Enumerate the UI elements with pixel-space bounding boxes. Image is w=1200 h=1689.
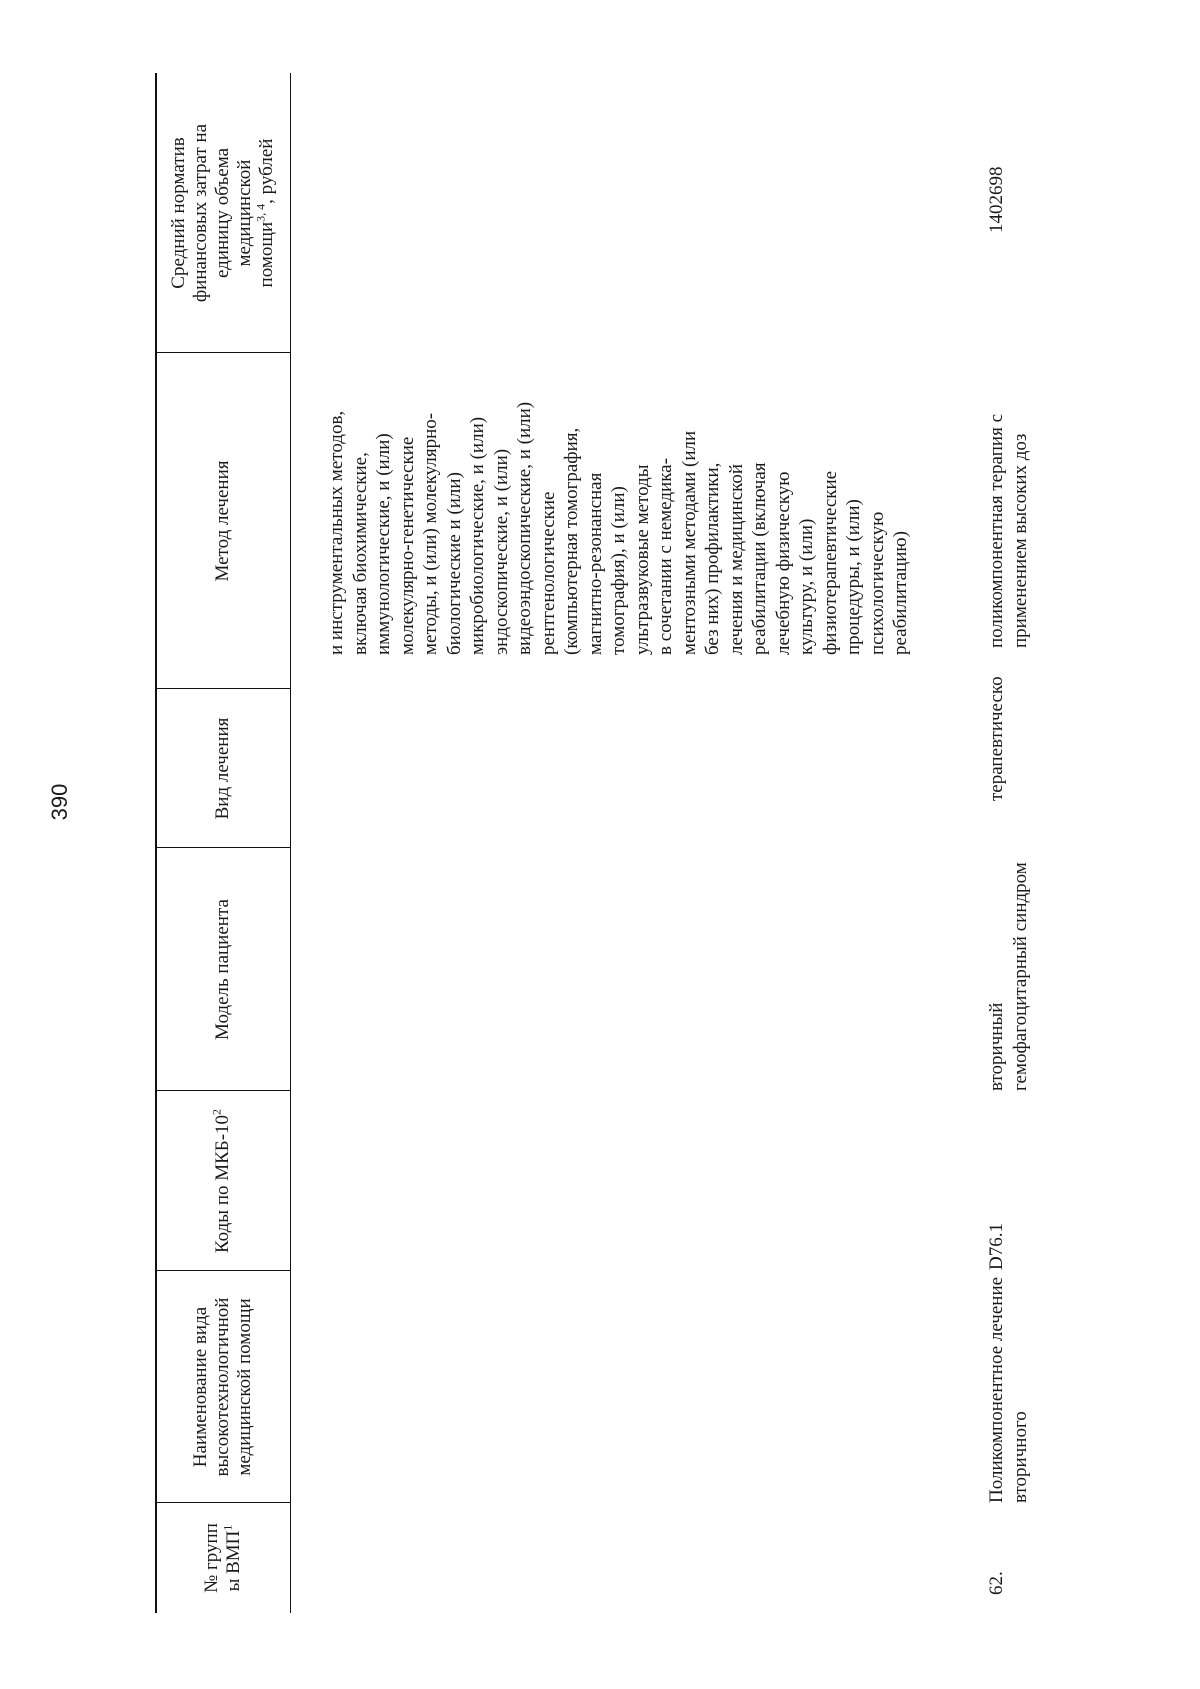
row-number: 62. <box>986 1571 1007 1595</box>
row-treatment-type: терапевтическо <box>986 676 1007 801</box>
header-vmp-name: Наименование вида высокотехнологичной медицинской помощи <box>189 1297 255 1477</box>
row-icd-code: D76.1 <box>986 1223 1007 1270</box>
row-cost: 1402698 <box>986 166 1007 233</box>
rotated-table-sheet <box>155 73 1155 1613</box>
header-group-number: № групп ы ВМП$^1$ <box>200 1523 244 1593</box>
row-vmp-name: Поликомпонентное лечение вторичного <box>986 1276 1031 1503</box>
page-number: 390 <box>47 783 72 821</box>
header-treatment-type: Вид лечения <box>211 717 233 820</box>
header-cost-norm: Средний норматив финансовых затрат на единицу объема медицинской помощи$^{3, 4}$, рублей <box>167 123 277 303</box>
row-patient-model: вторичный гемофагоцитарный синдром <box>986 862 1031 1091</box>
header-patient-model: Модель пациента <box>211 899 233 1040</box>
header-icd-codes: Коды по МКБ-$10^2$ <box>209 1108 233 1254</box>
header-bottom-border <box>290 73 291 1613</box>
method-continuation-text: и инструментальных методов, включая биохимические, иммунологические, и (или) молекулярно-генетические методы, и (или) молекулярно- биологические и (или) микробиологические, и (или) эндоскопические, и (или) видеоэндоскопические, и (или) рентгенологические (компьютерная томография, магнитно-резонансная томография), и (или) ультразвуковые методы в сочетании с немедика- ментозными методами (или без них) профилактики, лечения и медицинской реабилитации (включая лечебную физическую культуру, и (или) физиотерапевтические процедуры, и (или) психологическую реабилитацию) <box>326 401 911 655</box>
header-treatment-method: Метод лечения <box>211 460 233 582</box>
row-treatment-method: поликомпонентная терапия с применением высоких доз <box>986 413 1031 648</box>
